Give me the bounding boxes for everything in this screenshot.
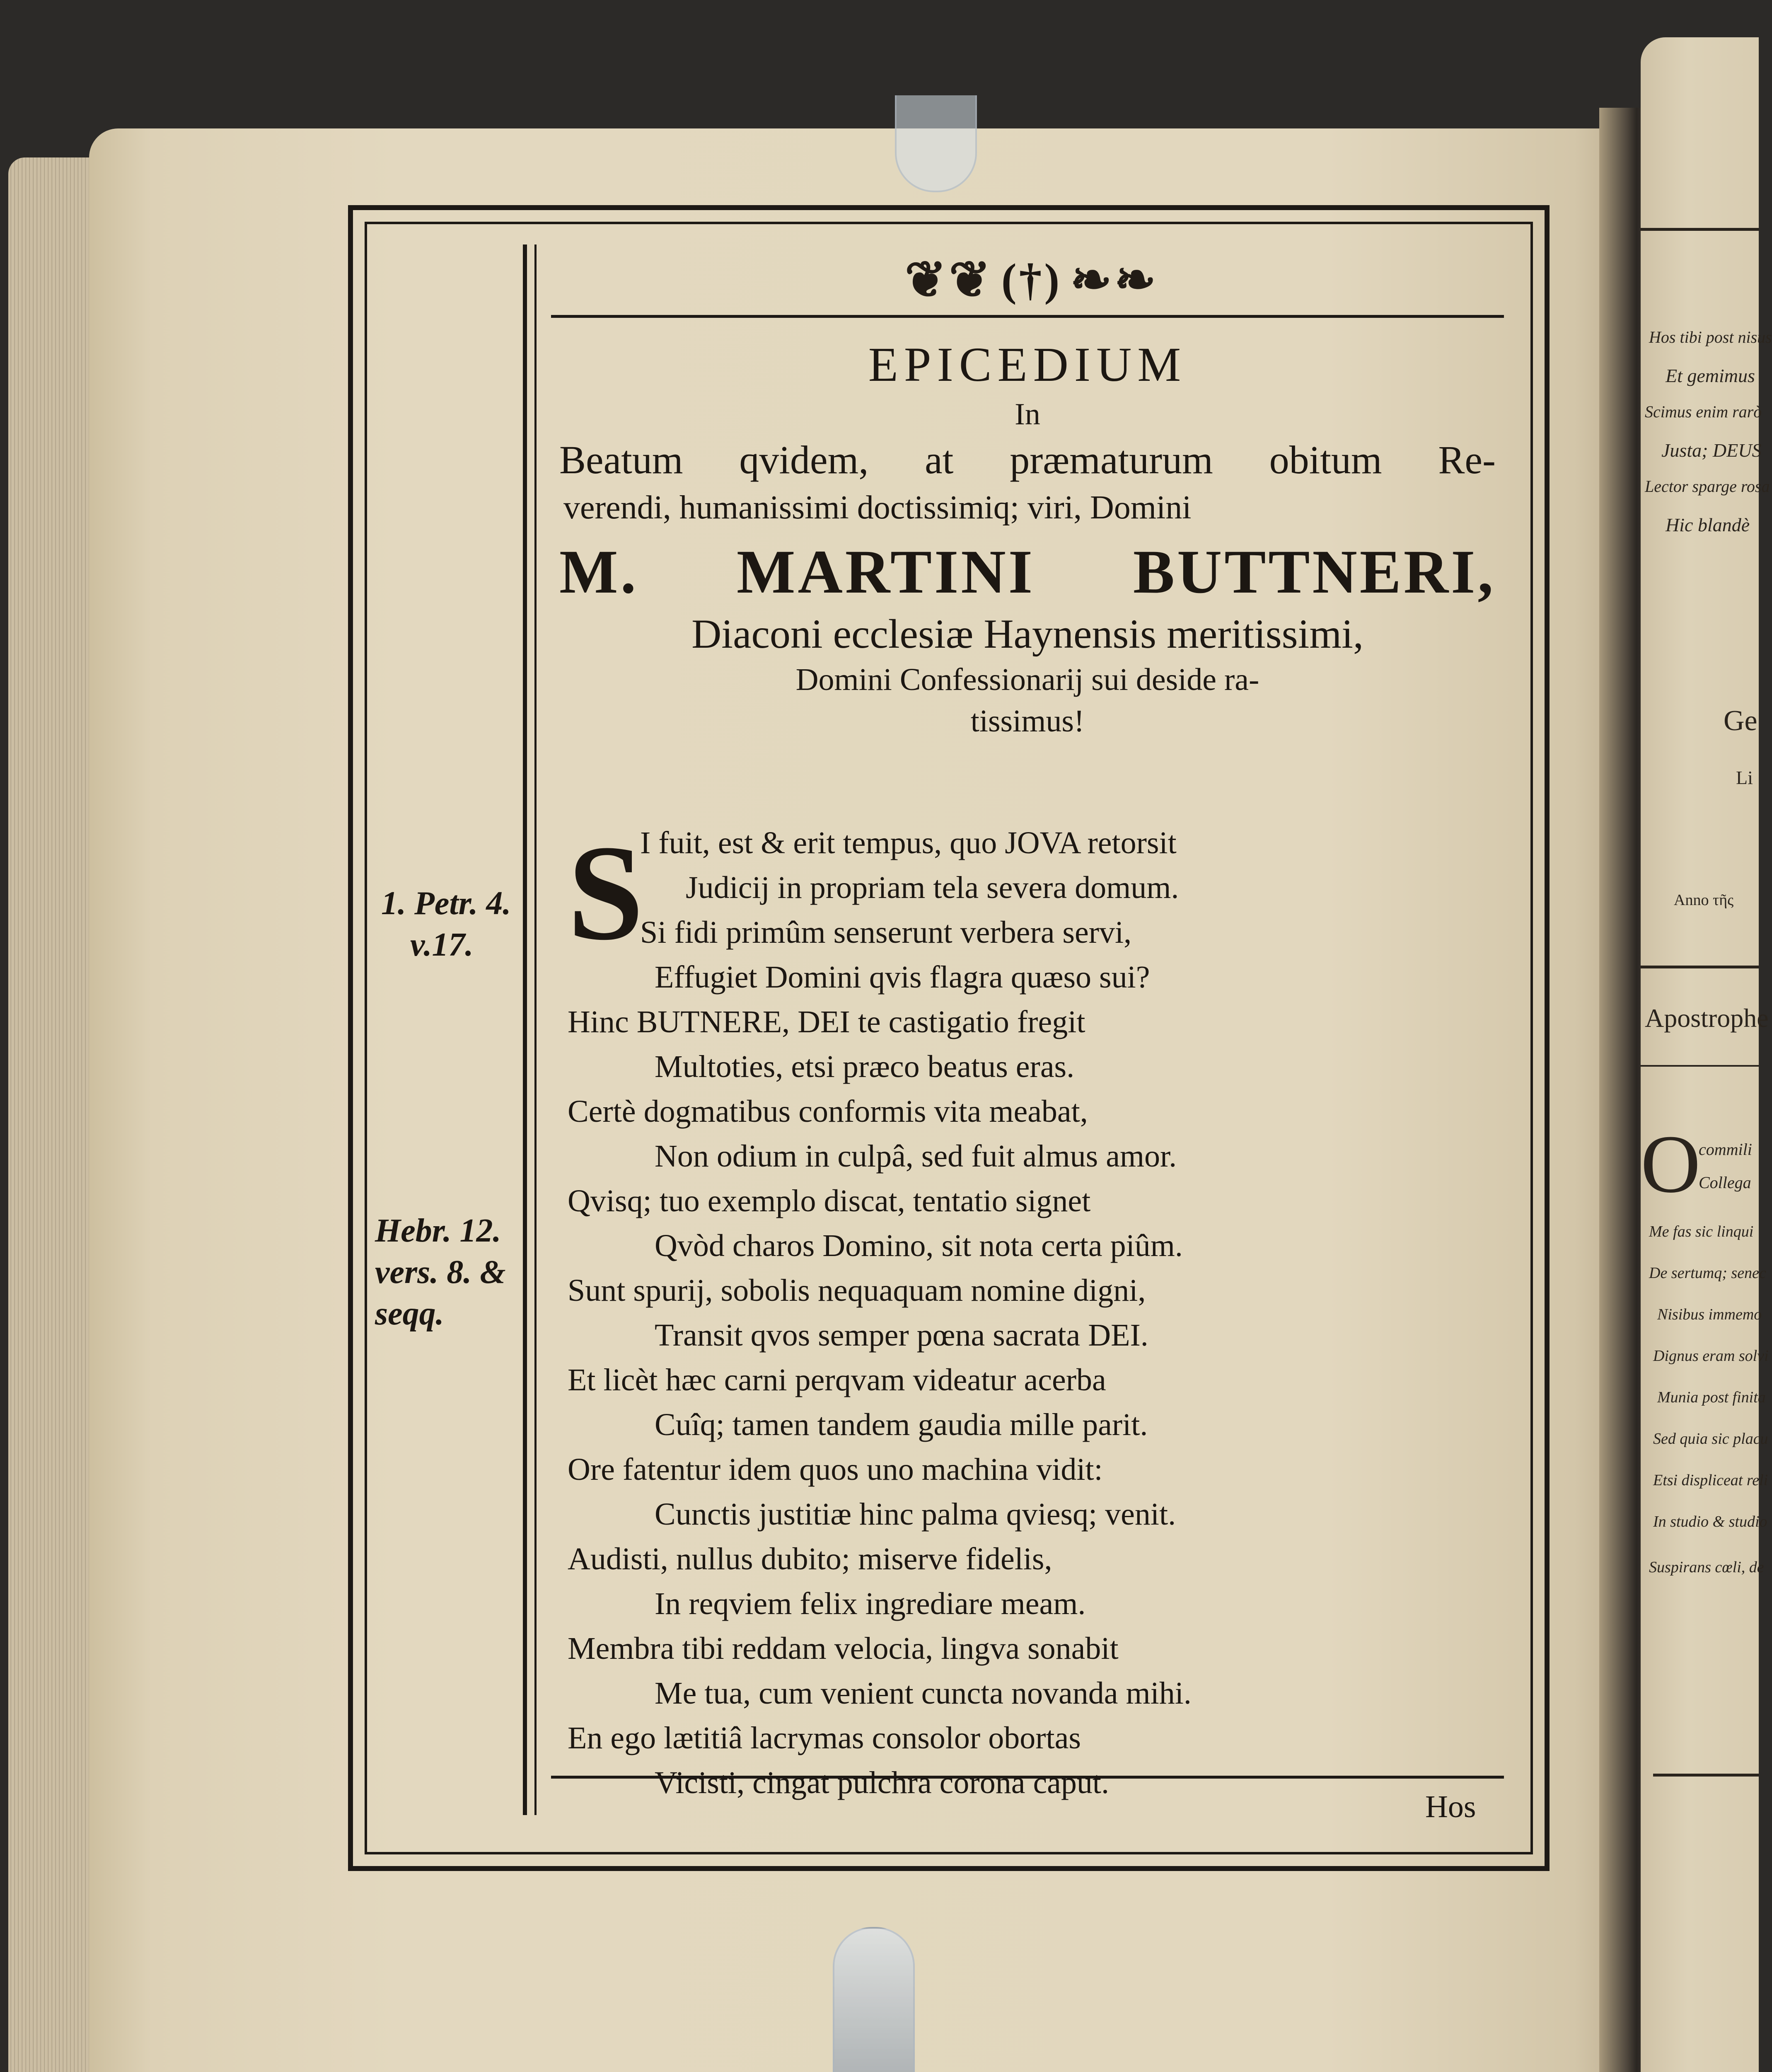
right-page-line: Et gemimus bbox=[1666, 365, 1755, 386]
mourner-line: tissimus! bbox=[970, 704, 1085, 738]
margin-note-line: v.17. bbox=[410, 927, 474, 963]
right-page-line: Scimus enim rarò bbox=[1645, 402, 1762, 421]
poem-line: Transit qvos semper pœna sacrata DEI. bbox=[655, 1318, 1148, 1353]
margin-note-petr bbox=[381, 883, 511, 966]
title-block bbox=[551, 336, 1504, 742]
margin-note-line: vers. 8. & bbox=[375, 1254, 506, 1290]
right-page-line: Me fas sic linqui bbox=[1649, 1223, 1754, 1240]
right-page-line: Sed quia sic placu bbox=[1653, 1430, 1768, 1447]
poem-line: Hinc BUTNERE, DEI te castigatio fregit bbox=[568, 1005, 1085, 1039]
header-rule bbox=[551, 315, 1504, 318]
poem-line: I fuit, est & erit tempus, quo JOVA retorsit bbox=[640, 825, 1177, 860]
poem bbox=[568, 817, 1496, 1805]
right-page-line: Ge bbox=[1724, 705, 1757, 737]
mourner-line: Domini Confessionarij sui deside ra- bbox=[795, 662, 1259, 697]
margin-note-line: 1. Petr. 4. bbox=[381, 885, 511, 922]
right-page-line: Suspirans cœli, de bbox=[1649, 1559, 1764, 1576]
poem-line: Sunt spurij, sobolis nequaquam nomine digni, bbox=[568, 1273, 1146, 1308]
catchword: Hos bbox=[1425, 1789, 1476, 1824]
page-ornament bbox=[899, 249, 1164, 311]
right-page-line: De sertumq; senec bbox=[1649, 1264, 1766, 1282]
page-clip-top bbox=[895, 95, 977, 192]
poem-line: Certè dogmatibus conformis vita meabat, bbox=[568, 1094, 1088, 1129]
margin-note-line: seqq. bbox=[375, 1295, 444, 1332]
right-page-line: Dignus eram solvi bbox=[1653, 1347, 1769, 1365]
right-page-rule bbox=[1641, 228, 1759, 231]
dedication-line: Beatum qvidem, at præmaturum obitum Re- bbox=[559, 438, 1496, 482]
poem-line: Effugiet Domini qvis flagra quæso sui? bbox=[655, 960, 1150, 995]
poem-line: Non odium in culpâ, sed fuit almus amor. bbox=[655, 1139, 1177, 1174]
page-clip-bottom bbox=[833, 1927, 915, 2072]
honoree-office: Diaconi ecclesiæ Haynensis meritissimi, bbox=[691, 611, 1363, 657]
right-page-line: Munia post finita bbox=[1657, 1389, 1766, 1406]
margin-note-hebr bbox=[375, 1210, 506, 1334]
right-page-rule bbox=[1653, 1774, 1759, 1777]
right-page-line: O bbox=[1641, 1118, 1701, 1210]
poem-line: En ego lætitiâ lacrymas consolor obortas bbox=[568, 1721, 1081, 1755]
drop-cap: S bbox=[568, 817, 644, 968]
poem-line: Audisti, nullus dubito; miserve fidelis, bbox=[568, 1542, 1052, 1576]
right-page-line: Hic blandè bbox=[1666, 514, 1750, 535]
right-page-line: Anno τῆς bbox=[1674, 891, 1734, 909]
margin-note-line: Hebr. 12. bbox=[375, 1213, 501, 1249]
dedication-line: verendi, humanissimi doctissimiq; viri, Domini bbox=[563, 489, 1192, 526]
subtitle-in: In bbox=[1015, 397, 1040, 431]
poem-line: Qvòd charos Domino, sit nota certa piûm. bbox=[655, 1228, 1183, 1263]
poem-line: Qvisq; tuo exemplo discat, tentatio signet bbox=[568, 1184, 1091, 1218]
signature-mark: (†) bbox=[1001, 254, 1062, 305]
page-title: EPICEDIUM bbox=[868, 337, 1187, 392]
honoree-name: M. MARTINI BUTTNERI, bbox=[559, 537, 1496, 606]
poem-line: Vicisti, cingat pulchra corona caput. bbox=[655, 1765, 1110, 1800]
right-page-line: Lector sparge rosa bbox=[1645, 477, 1770, 496]
poem-line: Judicij in propriam tela severa domum. bbox=[686, 870, 1179, 905]
poem-line: Cuîq; tamen tandem gaudia mille parit. bbox=[655, 1407, 1148, 1442]
right-page-line: Nisibus immemo bbox=[1657, 1306, 1762, 1323]
right-page-line: In studio & studio bbox=[1653, 1513, 1767, 1530]
poem-line: Et licèt hæc carni perqvam videatur acerba bbox=[568, 1363, 1106, 1397]
poem-line: Me tua, cum venient cuncta novanda mihi. bbox=[655, 1676, 1192, 1711]
poem-line: In reqviem felix ingrediare meam. bbox=[655, 1586, 1086, 1621]
margin-divider bbox=[534, 244, 537, 1815]
margin-divider bbox=[523, 244, 527, 1815]
poem-line: Membra tibi reddam velocia, lingva sonabit bbox=[568, 1631, 1119, 1666]
right-page-line: Etsi displiceat reli bbox=[1653, 1472, 1768, 1489]
right-page-line: Collega bbox=[1699, 1173, 1751, 1192]
fleuron-icon: ❦❦ bbox=[904, 252, 993, 307]
right-page-line: Li bbox=[1736, 767, 1753, 788]
right-page-rule bbox=[1641, 966, 1759, 968]
fleuron-icon: ❧❧ bbox=[1070, 252, 1159, 307]
right-page-line: Hos tibi post nisus bbox=[1649, 328, 1772, 346]
right-page-line: commili bbox=[1699, 1140, 1752, 1159]
poem-line: Ore fatentur idem quos uno machina vidit: bbox=[568, 1452, 1103, 1487]
right-page-rule bbox=[1641, 1065, 1759, 1067]
poem-line: Cunctis justitiæ hinc palma qviesq; venit. bbox=[655, 1497, 1176, 1532]
poem-line: Multoties, etsi præco beatus eras. bbox=[655, 1049, 1075, 1084]
book-page-edges bbox=[8, 157, 95, 2072]
right-page-line: Justa; DEUS bbox=[1661, 440, 1762, 461]
poem-line: Si fidi primûm senserunt verbera servi, bbox=[640, 915, 1132, 950]
book-page-right bbox=[1641, 37, 1772, 2072]
right-page-line: Apostrophe bbox=[1645, 1003, 1769, 1033]
